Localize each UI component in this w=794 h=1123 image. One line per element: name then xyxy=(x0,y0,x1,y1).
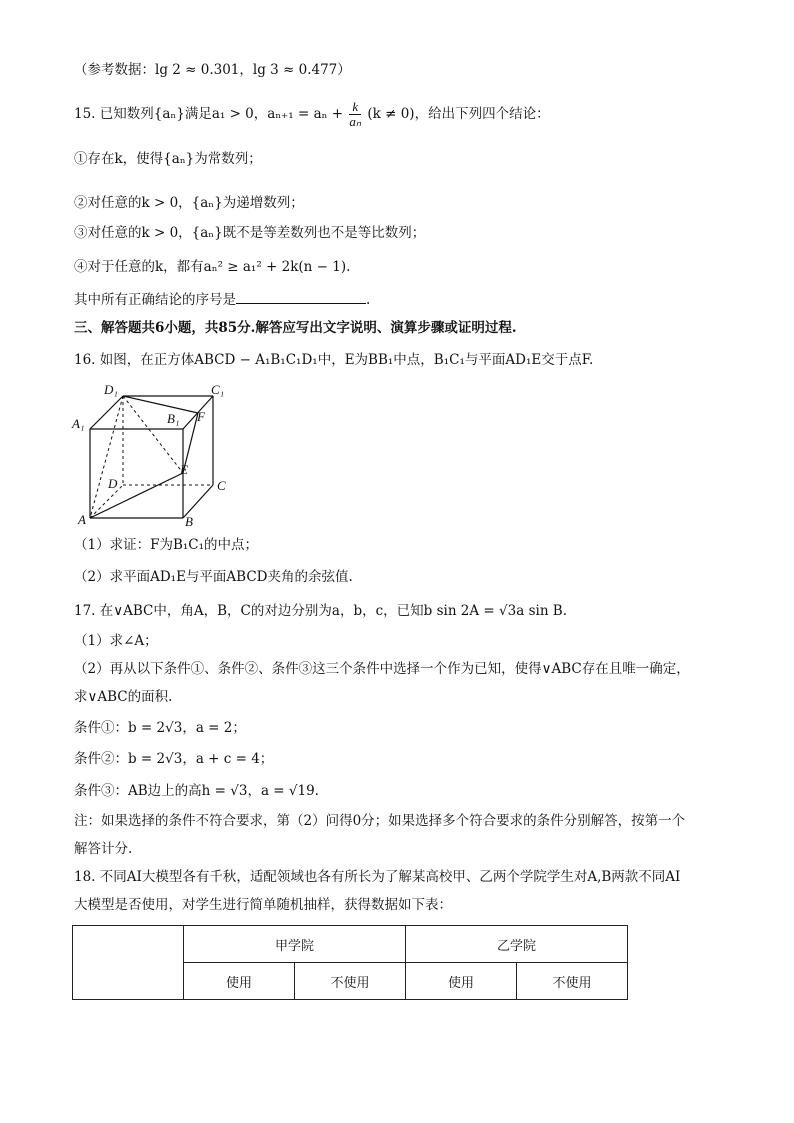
q15-answer-line xyxy=(74,289,370,310)
q17-part-1: （1）求∠A； xyxy=(74,633,158,649)
table-header-yi: 乙学院 xyxy=(406,926,628,963)
label-c: C xyxy=(217,478,226,493)
q17-condition-1: 条件①：b = 2√3，a = 2； xyxy=(74,720,246,736)
q15-answer-blank xyxy=(236,289,366,304)
table-header-jia: 甲学院 xyxy=(184,926,406,963)
q15-answer-end: . xyxy=(366,292,371,308)
q15-stem-a: 15. 已知数列{aₙ}满足a₁ > 0，aₙ₊₁ = aₙ + xyxy=(74,106,344,122)
q18-stem-b: 大模型是否使用，对学生进行简单随机抽样，获得数据如下表： xyxy=(74,897,452,913)
q16-part-2: （2）求平面AD₁E与平面ABCD夹角的余弦值. xyxy=(74,569,353,585)
q15-fraction xyxy=(349,100,361,129)
table-yi-not-use: 不使用 xyxy=(517,963,628,1000)
label-d1: D₁ xyxy=(104,382,118,397)
label-f: F xyxy=(197,409,205,424)
q15-frac-den: aₙ xyxy=(349,114,362,129)
table-row xyxy=(73,926,628,963)
q16-stem: 16. 如图，在正方体ABCD − A₁B₁C₁D₁中，E为BB₁中点，B₁C₁与平面AD₁E交于点F. xyxy=(74,352,594,368)
label-b: B xyxy=(185,514,193,529)
section-3-heading: 三、解答题共6小题，共85分.解答应写出文字说明、演算步骤或证明过程. xyxy=(74,320,517,336)
q17-condition-3: 条件③：AB边上的高h = √3，a = √19. xyxy=(74,783,319,799)
label-a1: A₁ xyxy=(72,416,85,431)
q15-conclusion-3: ③对任意的k > 0，{aₙ}既不是等差数列也不是等比数列； xyxy=(74,225,426,241)
table-yi-use: 使用 xyxy=(406,963,517,1000)
q15-answer-prompt: 其中所有正确结论的序号是 xyxy=(74,292,236,308)
q15-stem-b: (k ≠ 0)，给出下列四个结论： xyxy=(367,106,550,122)
q17-condition-2: 条件②：b = 2√3，a + c = 4； xyxy=(74,751,274,767)
q17-note-a: 注：如果选择的条件不符合要求，第（2）问得0分；如果选择多个符合要求的条件分别解答，按第一个 xyxy=(74,813,686,829)
q15-conclusion-4: ④对于任意的k，都有aₙ² ≥ a₁² + 2k(n − 1). xyxy=(74,259,351,275)
q17-note-b: 解答计分. xyxy=(74,841,133,857)
reference-data: （参考数据：lg 2 ≈ 0.301，lg 3 ≈ 0.477） xyxy=(74,62,351,78)
q15-conclusion-1: ①存在k，使得{aₙ}为常数列； xyxy=(74,151,262,167)
q17-stem: 17. 在∨ABC中，角A，B，C的对边分别为a，b，c，已知b sin 2A = √3a sin B. xyxy=(74,603,568,619)
q16-part-1: （1）求证：F为B₁C₁的中点； xyxy=(74,537,259,553)
table-jia-use: 使用 xyxy=(184,963,295,1000)
q18-data-table xyxy=(72,925,628,1000)
q17-part-2b: 求∨ABC的面积. xyxy=(74,689,173,705)
table-corner-cell xyxy=(73,926,184,1000)
q15-stem xyxy=(74,100,550,129)
label-e: E xyxy=(180,462,188,477)
cube-figure xyxy=(70,378,240,530)
table-jia-not-use: 不使用 xyxy=(295,963,406,1000)
label-d: D xyxy=(108,476,118,491)
label-c1: C₁ xyxy=(211,382,225,397)
q17-part-2a: （2）再从以下条件①、条件②、条件③这三个条件中选择一个作为已知，使得∨ABC存在且唯一确定， xyxy=(74,661,690,677)
label-b1: B₁ xyxy=(167,411,180,426)
q18-stem-a: 18. 不同AI大模型各有千秋，适配领域也各有所长为了解某高校甲、乙两个学院学生对A,B两款不同AI xyxy=(74,869,681,885)
label-a: A xyxy=(78,512,86,527)
q15-conclusion-2: ②对任意的k > 0，{aₙ}为递增数列； xyxy=(74,195,304,211)
q15-frac-num: k xyxy=(349,100,361,115)
